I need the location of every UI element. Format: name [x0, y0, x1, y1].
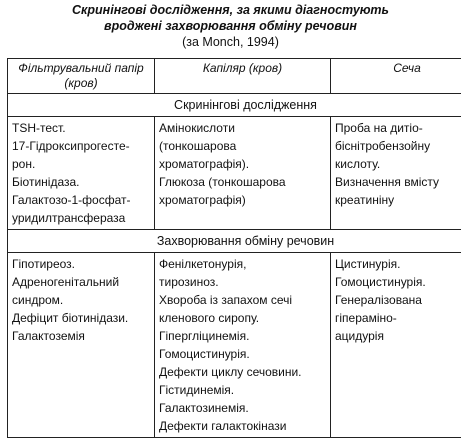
cell-line: Хвороба із запахом сечі [159, 291, 326, 309]
cell-line: рон. [12, 155, 150, 173]
header-urine: Сеча [331, 59, 461, 94]
cell-line: Амінокислоти [159, 119, 326, 137]
cell-line: креатиніну [335, 191, 461, 209]
caption-source: (за Monch, 1994) [0, 34, 461, 50]
cell-line: (тонкошарова [159, 137, 326, 155]
cell-line: Галактозинемія. [159, 399, 326, 417]
cell-screening-urine [331, 117, 461, 230]
cell-line: Глюкоза (тонкошарова [159, 173, 326, 191]
cell-line: Галактозо-1-фосфат- [12, 191, 150, 209]
cell-line: біснітробензойну [335, 137, 461, 155]
section-title-screening: Скринінгові дослідження [8, 94, 461, 117]
section-row-diseases [8, 230, 461, 253]
cell-line: гіпераміно- [335, 309, 461, 327]
table-row-diseases [8, 253, 461, 438]
cell-line: TSH-тест. [12, 119, 150, 137]
section-title-diseases: Захворювання обміну речовин [8, 230, 461, 253]
cell-line: кислоту. [335, 155, 461, 173]
header-filter-paper: Фільтрувальний папір (кров) [8, 59, 155, 94]
cell-line: Гістидинемія. [159, 381, 326, 399]
cell-line: хроматографія) [159, 191, 326, 209]
cell-line: Цистинурія. [335, 255, 461, 273]
caption-line-2: вроджені захворювання обміну речовин [0, 18, 461, 34]
section-row-screening [8, 94, 461, 117]
header-capillary: Капіляр (кров) [155, 59, 331, 94]
cell-line: Проба на дитіо- [335, 119, 461, 137]
cell-line: Гіпотиреоз. [12, 255, 150, 273]
cell-line: Адреногенітальний [12, 273, 150, 291]
cell-line: ацидурія [335, 327, 461, 345]
cell-screening-filter-paper [8, 117, 155, 230]
cell-line: уридилтрансфераза [12, 209, 150, 227]
caption-line-1: Скринінгові дослідження, за якими діагностують [0, 2, 461, 18]
cell-line: Гомоцистинурія. [335, 273, 461, 291]
cell-line: синдром. [12, 291, 150, 309]
cell-diseases-capillary [155, 253, 331, 438]
cell-line: Галактоземія [12, 327, 150, 345]
cell-diseases-urine [331, 253, 461, 438]
cell-line: Дефіцит біотинідази. [12, 309, 150, 327]
cell-line: кленового сиропу. [159, 309, 326, 327]
cell-line: Фенілкетонурія, [159, 255, 326, 273]
cell-line: Гіпергліцинемія. [159, 327, 326, 345]
table-row-screening [8, 117, 461, 230]
screening-table [7, 58, 461, 438]
cell-line: Визначення вмісту [335, 173, 461, 191]
table-caption [0, 2, 461, 50]
cell-line: Дефекти галактокінази [159, 417, 326, 435]
cell-diseases-filter-paper [8, 253, 155, 438]
table-header-row [8, 59, 461, 94]
cell-line: Біотинідаза. [12, 173, 150, 191]
cell-line: Дефекти циклу сечовини. [159, 363, 326, 381]
cell-line: Гомоцистинурія. [159, 345, 326, 363]
cell-line: 17-Гідроксипрогесте- [12, 137, 150, 155]
cell-line: хроматографія). [159, 155, 326, 173]
cell-line: тирозиноз. [159, 273, 326, 291]
cell-screening-capillary [155, 117, 331, 230]
cell-line: Генералізована [335, 291, 461, 309]
